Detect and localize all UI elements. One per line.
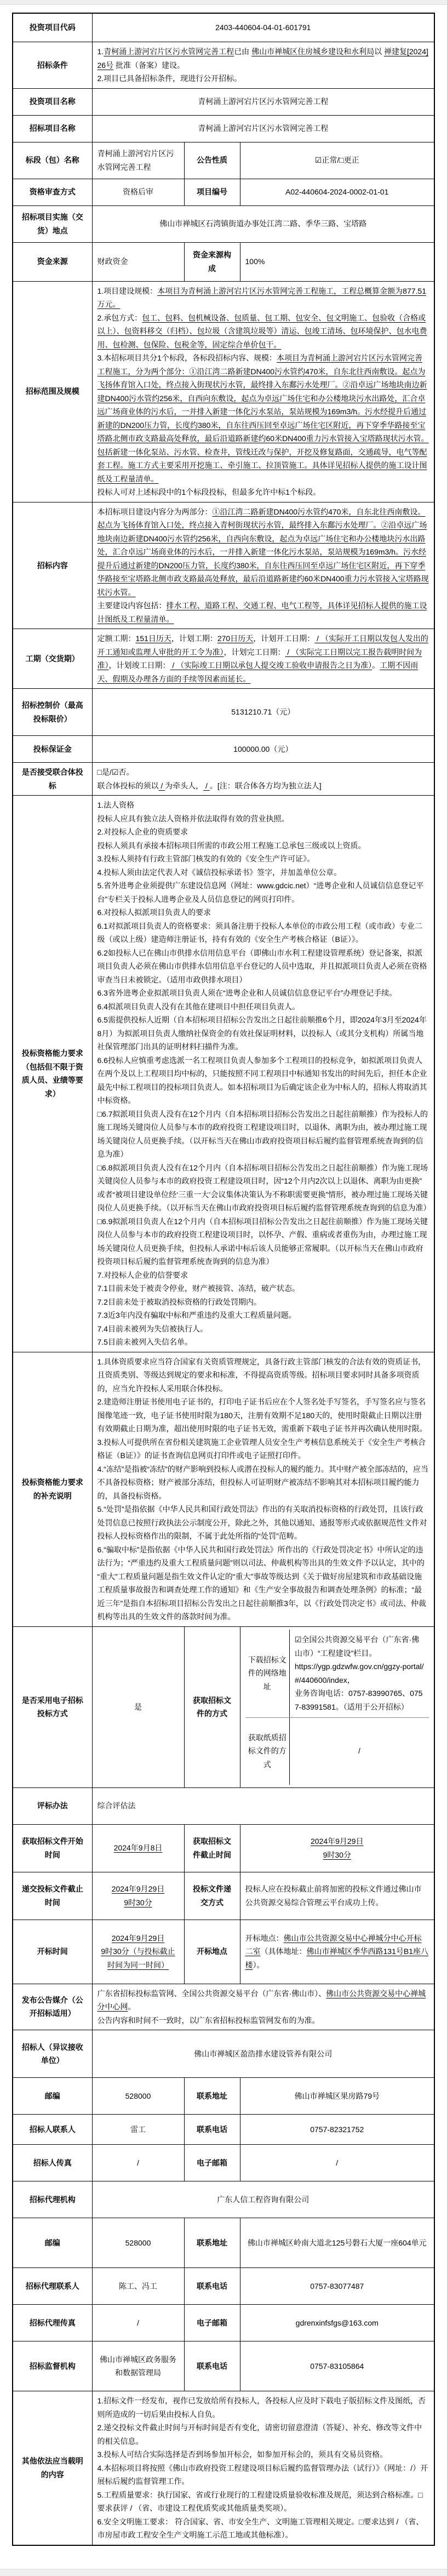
value-paper-documents: / (358, 1746, 360, 1756)
value-agency-fax: / (92, 2305, 184, 2341)
value-agency-phone: 0757-83077487 (240, 2268, 434, 2305)
row-tenderer (13, 2030, 434, 2078)
label-bid-deposit: 投标保证金 (13, 736, 92, 763)
value-electronic-bidding: 是 (92, 1626, 184, 1787)
paragraph: 3.投标人可结合实际选择是否到场参加开标会，如参加开标会的，须具有交易员资格。 (97, 2450, 388, 2459)
value-agency: 广东人信工程咨询有限公司 (92, 2181, 434, 2218)
label-tender-conditions: 招标条件 (13, 42, 92, 89)
label-agency-contact: 招标代理联系人 (13, 2268, 92, 2305)
row-tender-scope (13, 281, 434, 502)
paragraph: 业务咨询电话：0757-83990765、0757-83991581。（适用于公开招标） (295, 1689, 423, 1711)
submission-clock: 9时30分 (124, 1898, 152, 1907)
row-document-times (13, 1824, 434, 1872)
paragraph: 1.招标文件一经发布，视作已发放给所有投标人，各投标人应及时下载电子版招标文件及图纸，否则所造成的一切后果由投标人自负。 (97, 2396, 426, 2419)
obtain-documents-detail (240, 1626, 434, 1787)
value-supervisor: 佛山市禅城区政务服务和数据管理局 (92, 2341, 184, 2391)
label-tenderer: 招标人（异议接收单位） (13, 2030, 92, 2078)
value-tender-content (92, 502, 434, 629)
obtain-documents-inner-table (245, 1630, 429, 1785)
value-qualification-requirements (92, 796, 434, 1352)
label-electronic-bidding: 是否采用电子招标投标方式 (13, 1626, 92, 1787)
paragraph: 1.法人资格 (97, 801, 135, 809)
value-tenderer-fax: / (92, 2145, 184, 2181)
label-supervisor-phone: 联系电话 (184, 2341, 240, 2391)
paragraph: 6.1对拟派项目负责人的资格要求：须具备注册于投标人本单位的市政公用工程（或市政）专业二级（或以上级）建造师注册证书，持有有效的《安全生产考核合格证（B证）》。 (97, 921, 422, 944)
value-ceiling-price: 5131210.71（元） (92, 689, 434, 736)
value-supervisor-phone: 0757-83105864 (240, 2341, 434, 2391)
label-opening-place: 开标地点 (184, 1920, 240, 1984)
value-tenderer-address: 佛山市禅城区果房路79号 (240, 2078, 434, 2115)
value-announcement-media (92, 1984, 434, 2030)
row-bid-opening (13, 1920, 434, 1984)
row-tender-conditions (13, 42, 434, 89)
label-delivery-location: 招标项目实施（交货）地点 (13, 205, 92, 242)
label-investment-name: 投资项目名称 (13, 88, 92, 115)
paragraph: □6.7拟派项目负责人没有在12个月内（自本招标项目招标公告发出之日起往前顺推）作为投标人的施工现场关键岗位人员参与本市的政府投资工程建设项目时，以退休、离职为由，被办理过施工现场关键岗位人员更换手续。（以开标当天在佛山市政府投资项目标后履约监督管理系统查询到的信息为准） (97, 1109, 428, 1158)
row-consortium (13, 763, 434, 796)
paragraph: 6.6投标人应慎重考虑选派一名工程项目负责人参加多个工程项目的投标竞争，如拟派项目负责人在两个及以上工程项目均中标的，只能按照不同工程项目中标通知书发出的时间先后，担任本企业最先中标工程项目的投标项目负责人。如本招标项目为后确定该企业为中标人的，招标人将取消其中标资格。 (97, 1055, 427, 1105)
page-top-strip (0, 0, 447, 5)
label-agency-phone: 联系电话 (184, 2268, 240, 2305)
label-tenderer-phone: 联系电话 (184, 2115, 240, 2145)
paragraph: 投标人应具有独立法人资格并依法取得有效的营业执照。 (97, 814, 289, 823)
label-tenderer-contact: 招标人联系人 (13, 2115, 92, 2145)
row-section-name (13, 142, 434, 179)
paragraph: 5.“处罚”是指依据《中华人民共和国行政处罚法》作出的有关取消投标资格的行政处罚，且该行政处罚信息已按照行政执法公示制度公开，除此之外，其他以通知、通报等形式或依据规范性文件对投标人投标资格作出的限制，不属于此处所指的“处罚”范畴。 (97, 1505, 427, 1540)
paragraph: ☑全国公共资源交易平台（广东省·佛山市）“工程建设”栏目。 (295, 1635, 420, 1658)
scope-para-4: 投标人可对上述标段中的1个标段投标，但最多允许中标1个标段。 (97, 488, 321, 496)
value-doc-start-time: 2024年9月8日 (92, 1824, 184, 1872)
row-bid-deposit (13, 736, 434, 763)
paragraph: 7.2目前未处于被取消投标资格的行政处罚期内。 (97, 1297, 261, 1306)
label-qualification-review: 资格审查方式 (13, 179, 92, 205)
label-announcement-media: 发布公告媒介（公开招标适用） (13, 1984, 92, 2030)
value-consortium (92, 763, 434, 796)
notice-document (0, 5, 447, 2569)
duration-text: 定额工期：151日历天，计划工期：270日历天，计划开工日期： / （实际开工日期以发包人发出的开工通知或监理人审批的开工令为准），计划完工日期： / （实际完工日期以完工报告载明时间为准），计划竣工日期： / （实际竣工日期以承包人提交竣工验收申请报告之日为准）。工期不因雨天、假期及办理各方面的手续等因素而延长。 (97, 634, 428, 683)
paragraph: 2.递交投标文件截止时间与开标时间是否有变化，请密切留意澄清（答疑）、补充、修改等文件中的相关信息。 (97, 2423, 422, 2446)
paragraph: 2.建造师注册证书使用电子证书的，打印电子证书后应在个人签名处手写签名，手写签名应与签名图像笔迹一致，电子证书使用时限为180天，注册有效期不足180天的，使用时限截止日期以注册有效期截止日期为准，超出使用时限的电子证书无效，需重新下载电子证书并再次确认使用时限。 (97, 1397, 427, 1433)
label-tenderer-address: 联系地址 (184, 2078, 240, 2115)
opening-place-text: 开标地点：佛山市公共资源交易中心禅城分中心开标二室（具体地址：佛山市禅城区季华西路131号B1座八楼）。 (245, 1933, 428, 1969)
paragraph: 6.“骗取中标”是指依据《中华人民共和国行政处罚法》所作出的《行政处罚决定书》中所认定的违法行为；“严重违约及重大工程质量问题”则以司法、仲裁机构等出具的生效文件予以认定，其中的“重大”工程质量问题是指生效文件认定的“重大”事故等级达到《关于做好房屋建筑和市政基础设施工程质量事故报告和调查处理工作的通知》和《生产安全事故报告和调查处理条例》的标准；“最近三年”是指自本招标项目招标公告发出之日起往前顺推3年，以《行政处罚决定书》或司法、仲裁机构等出具的生效文件的落款时间为准。 (97, 1545, 426, 1621)
label-tenderer-email: 电子邮箱 (184, 2145, 240, 2181)
row-tenderer-fax (13, 2145, 434, 2181)
value-tender-conditions (92, 42, 434, 89)
row-evaluation-method (13, 1787, 434, 1824)
value-tenderer-contact: 雷工 (92, 2115, 184, 2145)
value-submission-mode: 投标人应在投标截止前将加密的投标文件通过佛山市公共资源交易综合管理云平台成功上传。 (240, 1872, 434, 1920)
label-supervisor: 招标监督机构 (13, 2341, 92, 2391)
row-download-url (245, 1630, 429, 1718)
label-opening-time: 开标时间 (13, 1920, 92, 1984)
scope-para-3: 3.本招标项目共分1个标段，各标段招标内容、规模：本项目为青柯涌上游河宕片区污水管网完善工程施工，分为两个部分：①沿江湾二路新建DN400污水管约470米，自东北往西南敷设。起点为飞扬体育馆入口处，终点接入街现状污水管，最终排入东鄱污水处理厂。②沿卓远广场地块南边新建DN400污水管约256米，自西向东敷设，起点为卓远广场住宅和办公楼地块污水出路处，汇合卓远广场商业体的污水后，一并排入新建一体化污水泵站，泵站规模为169m3/h。污水经提升后通过新建的DN200压力管，长度约380米，自东往西压回至卓远广场住宅区附近，再下穿季华路接至宝塔路北侧市政支路最高处释放，最后沿道路新建约60米DN400重力污水管接入宝塔路现状污水管。包括新建一体化泵站、污水管、检查井，管线迁改与保护，开挖及修复路面，交通疏导，电气等配套工程。施工方式主要采用开挖施工、牵引施工、拉顶管施工。具体详见招标人提供的施工设计图纸及工程量清单。 (97, 353, 429, 483)
label-agency: 招标代理机构 (13, 2181, 92, 2218)
row-qualification-supplement (13, 1352, 434, 1626)
row-agency (13, 2181, 434, 2218)
doc-end-date: 2024年9月29日 (310, 1837, 364, 1846)
value-evaluation-method: 综合评估法 (92, 1787, 434, 1824)
row-agency-postcode (13, 2218, 434, 2268)
value-section-name: 青柯涌上游河宕片区污水管网完善工程 (92, 142, 184, 179)
value-tender-scope (92, 281, 434, 502)
value-qualification-review: 资格后审 (92, 179, 184, 205)
row-announcement-media (13, 1984, 434, 2030)
row-paper-documents (245, 1717, 429, 1785)
label-project-code: 投资项目代码 (13, 13, 92, 42)
label-ceiling-price: 招标控制价（最高投标限价） (13, 689, 92, 736)
label-qualification-supplement: 投标资格能力要求的补充说明 (13, 1352, 92, 1626)
row-qualification-review (13, 179, 434, 205)
row-project-code (13, 13, 434, 42)
value-notice-nature: ☑正常/□更正 (240, 142, 434, 179)
consortium-checkbox-line: □是/☑否。 (97, 768, 134, 776)
label-project-number: 项目编号 (184, 179, 240, 205)
row-submission (13, 1872, 434, 1920)
value-doc-end-time (240, 1824, 434, 1872)
row-qualification-requirements (13, 796, 434, 1352)
label-agency-address: 联系地址 (184, 2218, 240, 2268)
opening-date: 2024年9月29日 (111, 1933, 165, 1943)
label-fund-composition: 资金来源构成 (184, 242, 240, 281)
paragraph: https://ygp.gdzwfw.gov.cn/ggzy-portal/#/440600/index， (295, 1662, 424, 1684)
value-agency-address: 佛山市禅城区岭南大道北125号磐石大厦一座604单元 (240, 2218, 434, 2268)
value-tender-project-name: 青柯涌上游河宕片区污水管网完善工程 (92, 115, 434, 142)
value-tenderer-phone: 0757-82321752 (240, 2115, 434, 2145)
value-tenderer-postcode: 528000 (92, 2078, 184, 2115)
paragraph: 5.工程质量要求：执行国家、省或行业现行的工程建设质量验收标准及规范，须达到合格标准。□要求获评 / （省、市建设工程优质奖或其他质量类奖项）。 (97, 2490, 423, 2512)
paragraph: 7.4目前未被列为失信被执行人。 (97, 1324, 208, 1333)
label-tenderer-fax: 招标人传真 (13, 2145, 92, 2181)
page-bottom-strip (0, 2569, 447, 2576)
value-delivery-location: 佛山市禅城区石湾镇街道办事处江湾二路、季华三路、宝塔路 (92, 205, 434, 242)
row-other-contents (13, 2391, 434, 2545)
row-agency-fax (13, 2305, 434, 2341)
label-obtain-documents: 获取招标文件的方式 (184, 1626, 240, 1787)
paragraph: 4.本招标项目将按照《佛山市政府投资工程建设项目标后履约监督管理办法（试行）》（网址：/）开展标后履约监督管理工作。 (97, 2463, 428, 2486)
value-qualification-supplement (92, 1352, 434, 1626)
row-supervisor (13, 2341, 434, 2391)
paragraph: 7.3近3年内没有骗取中标和严重违约及重大工程质量问题。 (97, 1311, 296, 1320)
paragraph: 7.1目前未处于被责令停业，财产被接管、冻结，破产状态。 (97, 1284, 300, 1293)
paragraph: 1.具体资质要求应当符合国家有关资质管理规定，具备行政主管部门核发的合法有效的资质证书，且资质类别、等级达到规定的要求和标准，不得提高资质等级。招标项目要求同时具备多项资质的，应当允许投标人采用联合体投标。 (97, 1357, 426, 1393)
label-paper-documents: 获取纸质招标文件的方式 (245, 1717, 290, 1785)
tender-conditions-line1: 1.青柯涌上游河宕片区污水管网完善工程已由 佛山市禅城区住房城乡建设和水利局以 禅建复[2024]26号 批准（备案）建设。 (97, 47, 428, 70)
value-agency-contact: 陈工、冯工 (92, 2268, 184, 2305)
paragraph: 2.对投标人企业的资质要求 (97, 827, 188, 836)
doc-end-clock: 9时30分 (323, 1850, 351, 1859)
row-investment-name (13, 88, 434, 115)
label-agency-postcode: 邮编 (13, 2218, 92, 2268)
value-duration (92, 629, 434, 689)
paragraph: 3.投标人须持有行政主管部门核发的有效的《安全生产许可证》。 (97, 854, 315, 863)
row-tenderer-postcode (13, 2078, 434, 2115)
label-download-url: 下载招标文件的网络地址 (245, 1630, 290, 1718)
value-project-code: 2403-440604-04-01-601791 (92, 13, 434, 42)
value-fund-source: 财政资金 (92, 242, 184, 281)
paragraph: 5.省外进粤企业须提供广东建设信息网（网址：www.gdcic.net）“进粤企业和人员诚信信息登记平台”专栏关于投标人进粤企业及人员信息登记的网页打印件。 (97, 881, 424, 904)
label-doc-end-time: 获取招标文件截止时间 (184, 1824, 240, 1872)
label-tender-project-name: 招标项目名称 (13, 115, 92, 142)
paragraph: 7.5目前未被列入失信名单。 (97, 1338, 192, 1346)
value-submission-deadline (92, 1872, 184, 1920)
row-ceiling-price (13, 689, 434, 736)
paragraph: 3.投标人可提供所在省份相关建筑施工企业管理人员安全生产考核信息系统关于《安全生产考核合格证（B证）》的证书查询信息网页打印件或电子证照打印件。 (97, 1437, 426, 1460)
label-notice-nature: 公告性质 (184, 142, 240, 179)
label-other-contents: 其他依法应当载明的内容 (13, 2391, 92, 2545)
media-para-2: 公告内容和时间不一致时，以广东省招标投标监管网发布的为准。 (97, 2015, 320, 2025)
paragraph: 4.投标人须由法定代表人对《诚信投标承诺书》签字，并加盖单位公章。 (97, 867, 342, 877)
paragraph: □6.8拟派项目负责人没有在12个月内（自本招标项目招标公告发出之日起往前顺推）作为施工现场关键岗位人员参与本市的政府投资工程建设项目时，因“12个月内2次以上以退休、离职为由更换”或者“被项目建设单位经‘三重一大’会议集体决策认为不称职需要更换”情形，被办理过施工现场关键岗位人员更换手续。（以开标当天在佛山市政府投资项目标后履约监督管理系统查询到的信息为准） (97, 1163, 431, 1212)
value-other-contents (92, 2391, 434, 2545)
row-tender-content (13, 502, 434, 629)
label-evaluation-method: 评标办法 (13, 1787, 92, 1824)
label-doc-start-time: 获取招标文件开始时间 (13, 1824, 92, 1872)
scope-para-2: 2.承包方式：包工、包料、包机械设备、包质量、包工期、包安全、包文明施工、包验收（合格或以上）、包资料移交（归档）、包垃圾（含建筑垃圾等）清运、包竣工清场、包环境保护、包水电费用、包检测、包保险、包税金等，固定综合单价包干。 (97, 313, 427, 349)
label-fund-source: 资金来源 (13, 242, 92, 281)
content-para-2: 主要建设内容包括：排水工程、道路工程、交通工程、电气工程等，具体详见招标人提供的施工设计图纸及工程量清单。 (97, 601, 427, 624)
tender-conditions-line2: 2.项目已具备招标条件，现进行公开招标。 (97, 74, 242, 83)
label-agency-fax: 招标代理传真 (13, 2305, 92, 2341)
paragraph: 7.对投标人企业的信誉要求 (97, 1270, 188, 1280)
value-agency-postcode: 528000 (92, 2218, 184, 2268)
paragraph: 6.5需提供投标人近期（自本招标项目招标公告发出之日起往前顺推6个月，即2024年3月至2024年8月）为拟派项目负责人缴纳社保资金的有效社保证明材料，以投标人（或其分支机构）所属当地社保管理部门出具的证明材料扫描件为准。 (97, 1015, 427, 1051)
value-fund-composition: 100% (240, 242, 434, 281)
paragraph: 6.4拟派项目负责人没有在其他在建项目中担任项目负责人。 (97, 1002, 300, 1011)
label-tenderer-postcode: 邮编 (13, 2078, 92, 2115)
submission-date: 2024年9月29日 (111, 1884, 165, 1893)
content-para-1: 本招标项目建设内容分为两部分：①沿江湾二路新建DN400污水管约470米，自东北往西南敷设。起点为飞扬体育馆入口处，终点接入青柯街现状污水管，最终排入东鄱污水处理厂。②沿卓远广场地块南边新建DN400污水管约256米，自西向东敷设，起点为卓远广场住宅和办公楼地块污水出路处，汇合卓远广场商业体的污水后，一并排入新建一体化污水泵站，泵站规模为169m3/h。污水经提升后通过新建的DN200压力管，长度约380米，自东往西压回至卓远广场住宅区附近，再下穿季华路接至宝塔路北侧市政支路最高处释放，最后沿道路新建约60米DN400重力污水管接入宝塔路现状污水管。 (97, 507, 429, 597)
label-tender-scope: 招标范围及规模 (13, 281, 92, 502)
row-agency-contact (13, 2268, 434, 2305)
label-duration: 工期（交货期） (13, 629, 92, 689)
label-qualification-requirements: 投标资格能力要求（包括但不限于资质人员、业绩等要求） (13, 796, 92, 1352)
paragraph: 6.安全文明施工要求： 符合国家、省、市安全生产、文明施工管理相关规定。□要求达到 / （省、市房屋市政工程安全生产文明施工示范工地或其他标准）。 (97, 2517, 424, 2539)
paragraph: □6.9拟派项目负责人在12个月内（自本招标项目招标公告发出之日起往前顺推）作为施工现场关键岗位人员参与本市的政府投资工程建设项目时，以怀孕、产假、重病或者重伤为由，办理过施工现场关键岗位人员更换手续，但投标人承诺中标后该人员能够正常履职。（以开标当天在佛山市政府投资项目标后履约监督管理系统查询到的信息为准） (97, 1216, 428, 1266)
label-submission-mode: 投标文件递交方式 (184, 1872, 240, 1920)
paragraph: 6.对投标人拟派项目负责人的要求 (97, 908, 211, 917)
value-opening-time (92, 1920, 184, 1984)
label-submission-deadline: 递交投标文件截止时间 (13, 1872, 92, 1920)
value-agency-email: gdrenxinfsfgs@163.com (240, 2305, 434, 2341)
paragraph: 4.“冻结”是指被“冻结”的财产影响到投标人或潜在投标人的履约能力。其中财产被全部冻结的，应当不具备投标资格；财产被部分冻结，但投标人可证明财产被冻结不影响其对本招标项目履约能力的，具备投标资格。 (97, 1464, 428, 1500)
paragraph: 6.3省外进粤企业拟派项目负责人须在“进粤企业和人员诚信信息登记平台”办理登记手续。 (97, 989, 397, 997)
scope-para-1: 1.项目建设规模：本项目为青柯涌上游河宕片区污水管网完善工程施工，工程总概算金额为877.51万元。 (97, 286, 427, 309)
consortium-note-line: 联合体投标的须以 / 为牵头人， / 。[注：联合体各方均为独立法人] (97, 781, 322, 790)
row-delivery-location (13, 205, 434, 242)
value-tenderer-email: / (240, 2145, 434, 2181)
row-tender-project-name (13, 115, 434, 142)
value-opening-place (240, 1920, 434, 1984)
value-project-number: A02-440604-2024-0002-01-01 (240, 179, 434, 205)
value-download-url (290, 1630, 429, 1718)
label-consortium: 是否接受联合体投标 (13, 763, 92, 796)
value-tenderer: 佛山市禅城区盈浩排水建设管养有限公司 (92, 2030, 434, 2078)
label-agency-email: 电子邮箱 (184, 2305, 240, 2341)
value-investment-name: 青柯涌上游河宕片区污水管网完善工程 (92, 88, 434, 115)
paragraph: 6.2如投标人已在佛山市供排水信用信息平台（即佛山市水利工程建设管理系统）登记备案，拟派项目负责人必须在佛山市供排水信用信息平台登记的人员中选取，并且拟派项目负责人必须在资格审查当日未被锁定。（适用市政供排水项目） (97, 948, 427, 984)
paragraph: 投标人须具有承接本招标项目所需的市政公用工程施工总承包三级或以上资质。 (97, 841, 366, 850)
row-duration (13, 629, 434, 689)
tender-notice-table (12, 13, 435, 2546)
row-fund-source (13, 242, 434, 281)
media-para-1: 广东省招标投标监管网、全国公共资源交易平台（广东省·佛山市）、佛山市公共资源交易中心禅城分中心网。 (97, 1989, 426, 2011)
opening-clock: 9时30分（与投标截止时间为同一时间） (101, 1947, 175, 1969)
label-section-name: 标段（包）名称 (13, 142, 92, 179)
label-tender-content: 招标内容 (13, 502, 92, 629)
value-bid-deposit: 100000.00（元） (92, 736, 434, 763)
row-electronic-bidding (13, 1626, 434, 1787)
row-tenderer-contact (13, 2115, 434, 2145)
